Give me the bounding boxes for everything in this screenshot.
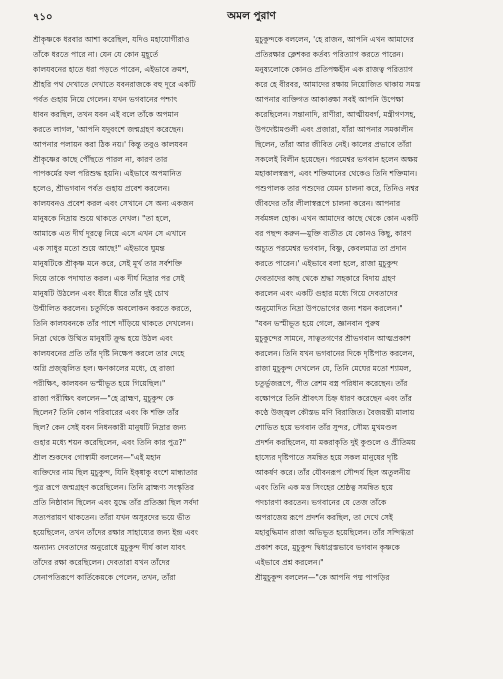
text-line: করতে লাগল, 'আপনি যদুবংশে জন্মগ্রহণ করেছেন। <box>33 124 184 134</box>
text-line: কালযবনও প্রবেশ করল এবং সেখানে সে অন্য একজন <box>33 199 194 209</box>
text-line: পর্বত গুহায় নিয়ে গেলেন। যখন ভগবানের পশ্চাৎ <box>33 94 178 104</box>
page-number: ৭১০ <box>33 12 53 23</box>
text-line: আপনার পলায়ন করা ঠিক নয়।' কিন্তু তবুও কালযবন <box>33 139 188 149</box>
text-line: প্রকাশ করে, মুচুকুন্দ দ্বিধাগ্রস্তভাবে ভগবান কৃষ্ণকে <box>255 542 400 552</box>
text-line: করেছিলেন। সন্তানাদি, রাণীরা, আত্মীয়বর্গ, মন্ত্রীগণসহ, <box>255 109 416 119</box>
text-line: অন্যান্য দেবতাদের অনুরোধে মুচুকুন্দ দীর্ঘ কাল যাবৎ <box>33 542 186 552</box>
text-line: সেনাপতিরূপে কার্তিকেয়কে পেলেন, তখন, তাঁরা <box>33 572 176 582</box>
text-line: আমাকে এত দীর্ঘ দূরত্বে নিয়ে এসে এখন সে এখানে <box>33 229 186 239</box>
text-line: শ্রীকৃষ্ণের কাছে পৌঁছতে পারল না, কারণ তার <box>33 154 168 164</box>
text-line: এইভাবে প্রশ্ন করলেন।" <box>255 557 324 567</box>
text-line: ছিলেন, তাঁরা আর জীবিত নেই। কালের প্রভাবে তাঁরা <box>255 139 412 149</box>
text-line: হলেও, শ্রীভগবান পর্বত গুহায় প্রবেশ করলেন। <box>33 184 170 194</box>
text-line: সত্যপরায়ণ থাকতেন। তাঁরা যখন অসুরদের ভয়ে ভীত <box>33 513 191 522</box>
text-line: ছিলেন? তিনি কোন পরিবারের এবং কি শক্তি তাঁর <box>33 408 179 418</box>
text-line: হয়েছিলেন, তখন তাঁদের রক্ষার সাহায্যের জন্য ইন্দ্র এবং <box>33 527 198 537</box>
text-line: রাজা মুচুকুন্দ দেখলেন যে, তিনি মেঘের মতো শ্যামল, <box>255 363 412 373</box>
text-line: হাস্যের দৃষ্টিপাতে সমন্বিত হয়ে সকল মানুষের দৃষ্টি <box>255 453 398 463</box>
text-line: অপরাজেয় রূপে প্রদর্শন করছিল, তা দেখে সেই <box>255 513 393 522</box>
text-line: মহাবুদ্ধিমান রাজা অভিভূত হয়েছিলেন। তাঁর সন্দিগ্ধতা <box>255 527 414 537</box>
text-line: প্রদর্শন করছিলেন, যা মকরাকৃতি দুই কুণ্ডলে ও প্রীতিময় <box>255 438 416 448</box>
text-line: তাঁদের রক্ষা করেছিলেন। দেবতারা যখন তাঁদের <box>33 557 170 567</box>
text-line: প্রতিরক্ষার ক্লেশকর কর্তব্য পরিত্যাগ করতে পারেন। <box>255 49 404 59</box>
text-line: তিনি কালযবনকে তাঁর পাশে দাঁড়িয়ে থাকতে দেখলেন। <box>33 318 194 328</box>
text-line: অনুমোদিত নিদ্রা উপভোগের জন্য শয়ন করলেন।" <box>255 303 403 313</box>
text-line: পদচারণা করতেন। ভগবানের যে তেজ তাঁকে <box>255 498 387 508</box>
text-line: ব্যক্তিদের নাম ছিল মুচুকুন্দ, যিনি ইক্ষ্বাকু বংশে মান্ধাতার <box>33 468 198 478</box>
text-line: অগ্নি প্রজ্জ্বলিত হল। ক্ষণকালের মধ্যে, হে রাজা <box>33 363 175 373</box>
text-line: মানুষকে নিদ্রায় শুয়ে থাকতে দেখল। "তা হলে, <box>33 214 171 224</box>
page-header <box>0 9 503 27</box>
text-line: বক্ষোপরে তিনি শ্রীবৎস চিহ্ন ধারণ করেছেন এবং তাঁর <box>255 393 412 403</box>
text-line: করলেন এবং একটি গুহার মধ্যে গিয়ে দেবতাদের <box>255 288 398 298</box>
text-line: শ্রীল শুকদেব গোস্বামী বললেন—"এই মহান <box>33 453 161 463</box>
left-text-column <box>33 33 257 586</box>
text-line: করলেন। তিনি যখন ভগবানের দিকে দৃষ্টিপাত করলেন, <box>255 348 415 358</box>
text-line: পুত্র রূপে জন্মগ্রহণ করেছিলেন। তিনি ব্রাহ্মণ্য সংস্কৃতির <box>33 483 194 493</box>
text-line: করে হে বীরবর, আমাদের রক্ষায় নিয়োজিত থাকায় সমস্ত <box>255 79 421 89</box>
text-line: ধাবন করছিল, তখন যবন এই বলে তাঁকে অপমান <box>33 109 179 119</box>
text-line: মহাকালস্বরূপ, এবং শক্তিমানের থেকেও তিনি শক্তিমান। <box>255 169 418 179</box>
text-line: মুচুকুন্দকে বললেন, 'হে রাজন, আপনি এখন আমাদের <box>255 35 414 44</box>
text-line: অচ্যুত পরমেশ্বর ভগবান, বিষ্ণু, কেবলমাত্র তা প্রদান <box>255 244 407 254</box>
text-line: মানুষটিকে শ্রীকৃষ্ণ মনে করে, সেই মূর্খ তার সর্বশক্তি <box>33 259 182 269</box>
text-line: বর পছন্দ করুন—মুক্তি ব্যতীত যে কোনও কিছু, কারণ <box>255 229 412 239</box>
text-line: শ্রীহরি পথ দেখাতে দেখাতে যবনরাজকে বহু দূরে একটি <box>33 79 196 89</box>
text-line: সকলেই বিলীন হয়েছেন। পরমেশ্বর ভগবান হলেন অক্ষয় <box>255 154 418 164</box>
text-line: নিদ্রা থেকে উত্থিত মানুষটি ক্রুদ্ধ হয়ে উঠল এবং <box>33 333 173 343</box>
text-line: করতে পারেন।' এইভাবে বলা হলে, রাজা মুচুকুন্দ <box>255 259 398 269</box>
text-line: "যবন ভস্মীভূত হয়ে গেলে, জ্ঞানবান পুরুষ <box>255 318 380 328</box>
text-line: আপনার ব্যক্তিগত আকাঙ্ক্ষা সবই আপনি উপেক্ষা <box>255 94 404 104</box>
text-line: প্রতি নিষ্ঠাবান ছিলেন এবং যুদ্ধে তাঁর প্রতিজ্ঞা ছিল সর্বদা <box>33 498 199 508</box>
running-title: অমল পুরাণ <box>227 10 276 22</box>
text-line: মানুষটি উঠলেন এবং ধীরে ধীরে তাঁর দুই চোখ <box>33 288 169 298</box>
text-line: এবং তিনি এক মত্ত সিংহের শ্রেষ্ঠত্ব সমন্বিত হয়ে <box>255 483 393 493</box>
text-line: মুচুকুন্দের সামনে, সাত্বতগণের শ্রীভগবান আত্মপ্রকাশ <box>255 333 411 343</box>
text-line: এক সাধুর মতো শুয়ে আছে!" এইভাবে ঘুমন্ত <box>33 244 165 254</box>
text-line: চতুর্ভুজরূপে, পীত রেশম বস্ত্র পরিধান করেছেন। তাঁর <box>255 378 408 388</box>
text-line: শোভিত হয়ে ভগবান তাঁর সুন্দর, সৌম্য মুখমণ্ডল <box>255 423 397 433</box>
text-line: সর্বমঙ্গল হোক। এখন আমাদের কাছে থেকে কোন একটি <box>255 214 419 224</box>
text-line: জীবদের তাঁর লীলাস্বরূপে চালনা করেন। আপনার <box>255 199 401 209</box>
text-line: শ্রীমুচুকুন্দ বললেন—"কে আপনি পদ্ম পাপড়ির <box>255 572 390 582</box>
text-line: মনুষ্যলোকে কোনও প্রতিপক্ষহীন এক রাজত্ব পরিত্যাগ <box>255 64 414 74</box>
text-line: পাপকর্মের ফল পরিশুদ্ধ হয়নি। এইভাবে অপমানিত <box>33 169 182 179</box>
text-line: উপদেষ্টামণ্ডলী এবং প্রজারা, যাঁরা আপনার সমকালীন <box>255 124 414 134</box>
text-line: কালযবনের প্রতি তাঁর দৃষ্টি নিক্ষেপ করলে তার দেহে <box>33 348 185 358</box>
text-line: কণ্ঠে উজ্জ্বল কৌস্তভ মণি বিরাজিত। বৈজয়ন্তী মালায় <box>255 408 415 418</box>
text-line: পরীক্ষিৎ, কালযবন ভস্মীভূত হয়ে গিয়েছিল।" <box>33 378 166 388</box>
text-line: গুহার মধ্যে শয়ন করেছিলেন, এবং তিনি কার পুত্র?" <box>33 438 187 448</box>
text-line: আকর্ষণ করে। তাঁর যৌবনরূপ সৌন্দর্য ছিল অতুলনীয় <box>255 468 411 478</box>
text-line: শ্রীকৃষ্ণকে ধরবার আশা করেছিল, যদিও মহাযোগীরাও <box>33 35 190 44</box>
text-line: তাঁকে ধরতে পারে না। যেন যে কোন মুহূর্তে <box>33 49 159 59</box>
text-line: দেবতাদের কাছ থেকে শ্রদ্ধা সহকারে বিদায় গ্রহণ <box>255 274 396 283</box>
text-line: রাজা পরীক্ষিৎ বললেন—"হে ব্রাহ্মণ, মুচুকুন্দ কে <box>33 393 174 403</box>
text-line: ছিল? কেন সেই যবন নিধনকারী মানুষটি নিদ্রার জন্য <box>33 423 186 433</box>
text-line: দিয়ে তাকে পদাঘাত করল। এক দীর্ঘ নিদ্রার পর সেই <box>33 274 185 283</box>
text-line: উন্মীলিত করলেন। চতুর্দিকে অবলোকন করতে করতে, <box>33 303 192 313</box>
text-line: পশুপালক তার পশুদের যেমন চালনা করে, তিনিও নশ্বর <box>255 184 419 194</box>
right-text-column <box>255 33 479 586</box>
text-line: কালযবনের হাতে ধরা পড়তে পারেন, এইভাবে ক্রমশ, <box>33 64 189 74</box>
